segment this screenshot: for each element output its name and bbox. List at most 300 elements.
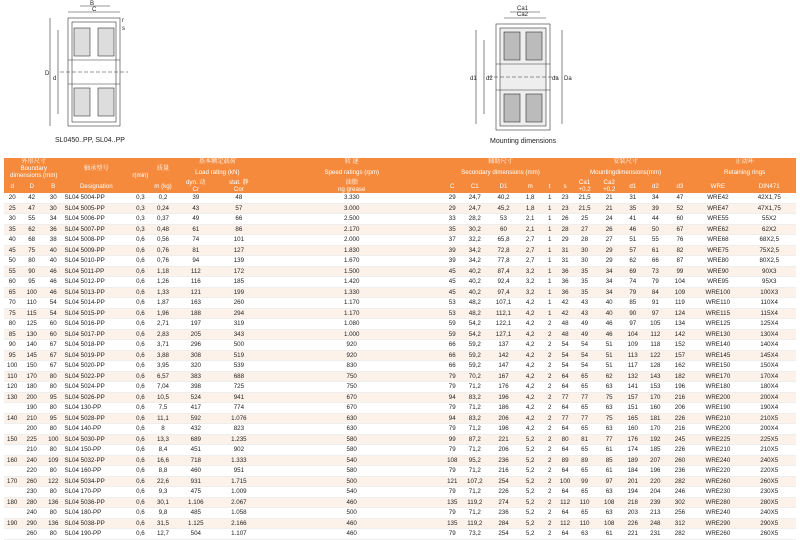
grease-en: ng grease xyxy=(337,186,366,193)
table-cell: 152 xyxy=(667,340,694,351)
table-cell: 113 xyxy=(621,350,644,361)
table-cell: 0,6 xyxy=(129,319,152,330)
label-d1: d1 xyxy=(470,76,477,82)
table-cell: 48 xyxy=(558,319,572,330)
table-cell: 122 xyxy=(43,476,64,487)
cor-label: Cor xyxy=(233,186,244,193)
rmin-header: r(min) xyxy=(129,158,152,193)
table-cell: 40 xyxy=(597,308,622,319)
table-cell: 72,8 xyxy=(488,245,519,256)
table-cell: 40,2 xyxy=(461,266,488,277)
table-cell: 8,4 xyxy=(152,445,175,456)
table-cell: 176 xyxy=(488,382,519,393)
table-cell: 0,6 xyxy=(129,371,152,382)
table-cell: 35 xyxy=(572,287,597,298)
table-row xyxy=(4,245,796,256)
table-cell: 451 xyxy=(174,445,217,456)
table-cell: 231 xyxy=(644,529,667,540)
table-cell: 2 xyxy=(541,382,557,393)
table-cell: 46 xyxy=(43,266,64,277)
table-cell: 80 xyxy=(43,466,64,477)
table-cell: 49 xyxy=(174,214,217,225)
table-cell: 0,6 xyxy=(129,340,152,351)
table-row xyxy=(4,371,796,382)
table-row xyxy=(4,455,796,466)
table-cell: 2 xyxy=(541,466,557,477)
table-cell: 174 xyxy=(621,445,644,456)
table-cell: 0,76 xyxy=(152,256,175,267)
table-cell: 0,24 xyxy=(152,203,175,214)
table-cell: 0,6 xyxy=(129,445,152,456)
table-cell: 2,7 xyxy=(519,245,542,256)
table-cell: 26 xyxy=(558,214,572,225)
table-cell: 460 xyxy=(260,518,443,529)
table-cell: 79 xyxy=(443,466,461,477)
table-cell: 226 xyxy=(621,518,644,529)
table-cell: 48,2 xyxy=(461,298,488,309)
table-cell: 0,48 xyxy=(152,224,175,235)
table-cell: 71,2 xyxy=(461,466,488,477)
table-cell: 36 xyxy=(558,277,572,288)
table-cell: 4,2 xyxy=(519,382,542,393)
table-cell: 75 xyxy=(4,308,20,319)
table-cell: SL04 180-PP xyxy=(63,508,129,519)
table-cell: 119 xyxy=(667,298,694,309)
table-cell: 0,37 xyxy=(152,214,175,225)
table-cell: 383 xyxy=(174,371,217,382)
table-cell: 194 xyxy=(621,487,644,498)
table-cell: 115 xyxy=(20,308,43,319)
table-cell: 151 xyxy=(621,403,644,414)
table-cell: 49 xyxy=(572,329,597,340)
table-cell: 236 xyxy=(667,466,694,477)
table-cell: 141 xyxy=(621,382,644,393)
mounting-header-en: Mountingdimensions(mm) xyxy=(558,165,693,179)
table-cell: 64 xyxy=(558,445,572,456)
table-cell: 1,26 xyxy=(152,277,175,288)
table-cell: 7,04 xyxy=(152,382,175,393)
table-cell: 182 xyxy=(667,371,694,382)
col-m: m xyxy=(519,179,542,193)
table-cell: 0,6 xyxy=(129,403,152,414)
table-cell: 30 xyxy=(572,245,597,256)
table-cell: SL04 5009-PP xyxy=(63,245,129,256)
table-cell: 2 xyxy=(541,371,557,382)
table-cell: 147 xyxy=(488,361,519,372)
table-row xyxy=(4,392,796,403)
table-row xyxy=(4,403,796,414)
table-cell: 29 xyxy=(443,203,461,214)
table-cell: 79 xyxy=(621,287,644,298)
table-cell: 59,2 xyxy=(461,361,488,372)
table-cell: 580 xyxy=(260,466,443,477)
table-cell: 50 xyxy=(644,224,667,235)
table-cell: 9,3 xyxy=(152,487,175,498)
table-cell: 54 xyxy=(572,361,597,372)
table-cell: 120 xyxy=(4,382,20,393)
retaining-header-cn: 止动环 xyxy=(693,158,796,165)
table-cell: 42 xyxy=(558,308,572,319)
table-cell: 1.106 xyxy=(174,497,217,508)
table-cell: 71,2 xyxy=(461,424,488,435)
table-cell: 90 xyxy=(4,340,20,351)
table-cell: 1 xyxy=(541,308,557,319)
stat-label: stat. 静 xyxy=(229,179,249,186)
table-cell: 53 xyxy=(443,298,461,309)
table-cell: 3.000 xyxy=(260,203,443,214)
table-cell: 308 xyxy=(174,350,217,361)
table-cell: SL04 5014-PP xyxy=(63,298,129,309)
table-cell: 12,7 xyxy=(152,529,175,540)
table-cell: 180X4 xyxy=(743,382,797,393)
label-Da: Da xyxy=(564,76,572,82)
table-cell: 2 xyxy=(541,455,557,466)
table-cell: 0,6 xyxy=(129,392,152,403)
table-cell: 39 xyxy=(443,245,461,256)
table-cell: 77 xyxy=(558,413,572,424)
table-cell: 320 xyxy=(174,361,217,372)
table-row xyxy=(4,224,796,235)
table-cell: 245 xyxy=(667,434,694,445)
table-cell: 432 xyxy=(174,424,217,435)
table-cell: 417 xyxy=(174,403,217,414)
table-cell: 540 xyxy=(260,455,443,466)
table-cell: 196 xyxy=(644,466,667,477)
table-cell: 1,87 xyxy=(152,298,175,309)
table-cell: SL04 5006-PP xyxy=(63,214,129,225)
table-cell: 188 xyxy=(174,308,217,319)
table-cell: 77 xyxy=(597,434,622,445)
table-cell: SL04 160-PP xyxy=(63,466,129,477)
table-cell: 1.420 xyxy=(260,277,443,288)
table-cell: 44 xyxy=(644,214,667,225)
table-cell: 246 xyxy=(667,487,694,498)
table-cell: 71,2 xyxy=(461,445,488,456)
table-cell: 3.330 xyxy=(260,193,443,203)
label-r: r xyxy=(122,18,124,24)
table-cell: 77 xyxy=(572,413,597,424)
col-stat xyxy=(217,179,260,193)
table-cell: 2.170 xyxy=(260,224,443,235)
table-row xyxy=(4,214,796,225)
table-cell: WRE62 xyxy=(693,224,742,235)
table-cell: 260 xyxy=(20,529,43,540)
table-cell: 59,2 xyxy=(461,350,488,361)
secondary-header-cn: 辅助尺寸 xyxy=(443,158,558,165)
table-cell: 0,6 xyxy=(129,497,152,508)
table-cell: 951 xyxy=(217,466,260,477)
table-cell: WRE210 xyxy=(693,413,742,424)
table-cell: 62X2 xyxy=(743,224,797,235)
table-cell: 110 xyxy=(4,371,20,382)
table-cell: 580 xyxy=(260,445,443,456)
table-cell: 70,2 xyxy=(461,371,488,382)
table-cell: 62 xyxy=(621,256,644,267)
table-cell: 60 xyxy=(667,214,694,225)
table-cell: WRE240 xyxy=(693,455,742,466)
table-cell: 55 xyxy=(4,266,20,277)
table-cell: 110 xyxy=(572,518,597,529)
table-cell: 0,6 xyxy=(129,277,152,288)
table-cell: WRE180 xyxy=(693,382,742,393)
table-row xyxy=(4,287,796,298)
table-cell: SL04 5036-PP xyxy=(63,497,129,508)
table-cell: 77 xyxy=(572,392,597,403)
table-cell: 79 xyxy=(443,508,461,519)
table-cell: 80 xyxy=(20,256,43,267)
table-cell: 21 xyxy=(597,203,622,214)
table-cell: 630 xyxy=(260,424,443,435)
table-cell: 27 xyxy=(597,235,622,246)
table-cell: 6,57 xyxy=(152,371,175,382)
table-cell: 1.076 xyxy=(217,413,260,424)
table-cell: 54 xyxy=(558,340,572,351)
table-cell: 112 xyxy=(174,266,217,277)
table-cell: 134 xyxy=(667,319,694,330)
table-cell: 524 xyxy=(174,392,217,403)
table-cell: 66 xyxy=(217,214,260,225)
table-cell: 0,6 xyxy=(129,256,152,267)
table-cell: WRE75 xyxy=(693,245,742,256)
table-cell: 213 xyxy=(644,508,667,519)
table-cell: 460 xyxy=(260,497,443,508)
table-cell: 55 xyxy=(644,235,667,246)
table-cell: 750 xyxy=(260,382,443,393)
table-cell: 128 xyxy=(644,361,667,372)
table-cell: 254 xyxy=(488,476,519,487)
table-cell: 5,2 xyxy=(519,518,542,529)
table-cell: 108 xyxy=(597,518,622,529)
table-cell: 105 xyxy=(644,319,667,330)
table-cell: 135 xyxy=(443,497,461,508)
col-grease xyxy=(260,179,443,193)
table-cell: 52 xyxy=(667,203,694,214)
table-cell: 630 xyxy=(260,413,443,424)
table-cell: 64 xyxy=(558,487,572,498)
table-row xyxy=(4,256,796,267)
table-cell: 80 xyxy=(43,424,64,435)
table-cell: 2 xyxy=(541,340,557,351)
table-cell: 143 xyxy=(644,371,667,382)
table-cell: 65 xyxy=(572,445,597,456)
table-cell: 2.000 xyxy=(260,235,443,246)
table-cell: WRE115 xyxy=(693,308,742,319)
retaining-header-en: Retaining rings xyxy=(693,165,796,179)
table-cell: 1 xyxy=(541,193,557,203)
table-row xyxy=(4,424,796,435)
table-cell: WRE47 xyxy=(693,203,742,214)
table-cell: 62 xyxy=(597,371,622,382)
table-cell: 112 xyxy=(644,329,667,340)
table-cell: 99 xyxy=(443,434,461,445)
table-cell: 2 xyxy=(541,497,557,508)
table-cell: 1,8 xyxy=(519,203,542,214)
table-cell: 196 xyxy=(667,382,694,393)
table-cell: 45 xyxy=(443,266,461,277)
table-cell: 206 xyxy=(488,413,519,424)
table-cell: 160 xyxy=(4,455,20,466)
table-cell: 504 xyxy=(174,529,217,540)
table-cell: 774 xyxy=(217,403,260,414)
table-cell: 46 xyxy=(43,287,64,298)
table-cell: 65 xyxy=(572,403,597,414)
table-cell: 260X5 xyxy=(743,529,797,540)
col-d3: d3 xyxy=(667,179,694,193)
table-cell: 240 xyxy=(20,508,43,519)
table-cell: 61 xyxy=(644,245,667,256)
table-cell: 60 xyxy=(43,319,64,330)
table-cell: 0,6 xyxy=(129,518,152,529)
table-cell: 220X5 xyxy=(743,466,797,477)
col-WRE: WRE xyxy=(693,179,742,193)
table-cell: 63 xyxy=(597,382,622,393)
table-cell: 2,7 xyxy=(519,235,542,246)
table-cell: 46 xyxy=(597,319,622,330)
table-cell: 21 xyxy=(597,193,622,203)
table-cell: 59,2 xyxy=(461,340,488,351)
table-cell: 80 xyxy=(43,529,64,540)
table-cell: 1.107 xyxy=(217,529,260,540)
table-cell: 90X3 xyxy=(743,266,797,277)
table-cell: 54 xyxy=(43,308,64,319)
label-d2: d2 xyxy=(486,76,493,82)
table-cell: 140 xyxy=(4,413,20,424)
table-cell: 54 xyxy=(572,350,597,361)
table-cell: WRE230 xyxy=(693,487,742,498)
table-row xyxy=(4,518,796,529)
table-cell: 122,1 xyxy=(488,319,519,330)
load-header-cn: 基本额定载荷 xyxy=(174,158,260,165)
table-cell: 312 xyxy=(667,518,694,529)
table-cell: WRE68 xyxy=(693,235,742,246)
table-cell: 64 xyxy=(558,403,572,414)
table-cell: 34 xyxy=(597,287,622,298)
table-cell: WRE140 xyxy=(693,340,742,351)
table-cell: 218 xyxy=(621,497,644,508)
table-cell: 136 xyxy=(43,497,64,508)
table-cell: 0,6 xyxy=(129,529,152,540)
table-cell: WRE240 xyxy=(693,508,742,519)
table-cell: 31,5 xyxy=(152,518,175,529)
table-cell: 79 xyxy=(443,487,461,498)
table-cell: 8,8 xyxy=(152,466,175,477)
table-cell: 5,2 xyxy=(519,476,542,487)
table-cell: 54,2 xyxy=(461,319,488,330)
table-cell: 216 xyxy=(667,392,694,403)
table-cell: WRE80 xyxy=(693,256,742,267)
table-cell: 77 xyxy=(558,392,572,403)
table-cell: 1.500 xyxy=(260,266,443,277)
table-cell: 63 xyxy=(572,529,597,540)
table-cell: 153 xyxy=(644,382,667,393)
table-cell: 1.830 xyxy=(260,245,443,256)
table-cell: 150 xyxy=(4,434,20,445)
table-cell: 66 xyxy=(443,340,461,351)
table-cell: 0,6 xyxy=(129,424,152,435)
table-cell: 34,2 xyxy=(461,245,488,256)
table-cell: 40,2 xyxy=(461,287,488,298)
cr-label: Cr xyxy=(192,186,200,193)
table-cell: 210 xyxy=(20,413,43,424)
table-cell: 65 xyxy=(572,382,597,393)
table-cell: WRE200 xyxy=(693,392,742,403)
table-cell: 920 xyxy=(260,340,443,351)
table-cell: 260 xyxy=(667,455,694,466)
table-cell: 3,2 xyxy=(519,287,542,298)
table-cell: 24,7 xyxy=(461,203,488,214)
table-cell: 343 xyxy=(217,329,260,340)
table-cell: WRE220 xyxy=(693,466,742,477)
table-cell: SL04 170-PP xyxy=(63,487,129,498)
col-B: B xyxy=(43,179,64,193)
table-cell: 31 xyxy=(558,256,572,267)
table-cell: 61 xyxy=(597,445,622,456)
table-cell: 117 xyxy=(621,361,644,372)
table-cell: 240X5 xyxy=(743,508,797,519)
table-cell: 75X2,5 xyxy=(743,245,797,256)
table-cell: 79 xyxy=(644,277,667,288)
table-cell: 30,1 xyxy=(152,497,175,508)
table-cell: 170 xyxy=(4,476,20,487)
table-cell: 140 xyxy=(20,340,43,351)
table-row xyxy=(4,266,796,277)
table-cell: 274 xyxy=(488,497,519,508)
table-cell: 689 xyxy=(174,434,217,445)
table-cell: 5,2 xyxy=(519,466,542,477)
table-cell: 33 xyxy=(443,214,461,225)
table-row xyxy=(4,193,796,203)
secondary-header-en: Secondary dimensions (mm) xyxy=(443,165,558,179)
table-cell: WRE170 xyxy=(693,371,742,382)
table-cell: 200 xyxy=(20,424,43,435)
table-cell: 43 xyxy=(572,308,597,319)
table-cell: SL04 5008-PP xyxy=(63,235,129,246)
table-cell: 34 xyxy=(644,193,667,203)
table-cell: 21,5 xyxy=(572,193,597,203)
table-cell: 0,3 xyxy=(129,214,152,225)
table-cell: 220 xyxy=(20,466,43,477)
table-cell: 95 xyxy=(43,413,64,424)
table-cell: 290 xyxy=(20,518,43,529)
table-cell: SL04 5028-PP xyxy=(63,413,129,424)
table-cell: 67 xyxy=(43,361,64,372)
table-cell: 67 xyxy=(667,224,694,235)
label-C: C xyxy=(92,7,97,13)
table-cell: 65 xyxy=(572,508,597,519)
table-cell: 53 xyxy=(488,214,519,225)
table-cell: 100 xyxy=(20,287,43,298)
table-cell: SL04 5019-PP xyxy=(63,350,129,361)
table-cell: 94 xyxy=(174,256,217,267)
table-cell: SL04 130-PP xyxy=(63,403,129,414)
table-cell: 16,6 xyxy=(152,455,175,466)
table-cell: 87,2 xyxy=(461,434,488,445)
table-cell: SL04 5017-PP xyxy=(63,329,129,340)
table-cell: 121 xyxy=(443,476,461,487)
table-cell xyxy=(4,466,20,477)
table-cell: 210X5 xyxy=(743,445,797,456)
table-cell: 135 xyxy=(443,518,461,529)
table-cell: 69 xyxy=(621,266,644,277)
table-cell: SL04 5024-PP xyxy=(63,382,129,393)
table-cell: 40,2 xyxy=(461,277,488,288)
table-cell: 100 xyxy=(43,434,64,445)
col-dyn xyxy=(174,179,217,193)
designation-header-cn: 轴承型号 xyxy=(63,158,129,179)
bearing-section-drawing xyxy=(0,0,800,158)
table-cell: 260X5 xyxy=(743,476,797,487)
table-cell: 125X4 xyxy=(743,319,797,330)
